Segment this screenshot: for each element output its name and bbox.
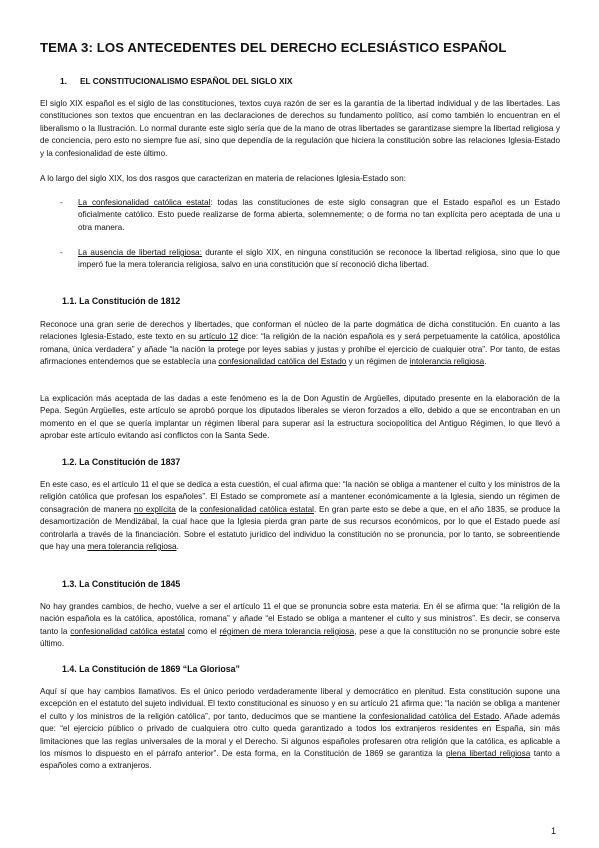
underlined-term: confesionalidad católica del Estado (218, 357, 347, 367)
paragraph-1812-a (40, 319, 560, 369)
section-label: EL CONSTITUCIONALISMO ESPAÑOL DEL SIGLO XIX (80, 76, 293, 86)
underlined-term: confesionalidad católica del Estado (368, 711, 500, 721)
underlined-term: artículo 12 (199, 332, 239, 342)
paragraph-1812-b: La explicación más aceptada de las dadas a este fenómeno es la de Don Agustín de Argüelles, diputado presente en la elaboración de la Pepa. Según Argüelles, este artículo se aprobó porque los diputados liberales se vieron forzados a ello, debido a que se encontraban en un momento en el que se quería implantar un régimen liberal para superar así la estructura sociopolítica del Antiguo Régimen, lo que llevó a aprobar este artículo evitando así conflictos con la Santa Sede. (40, 394, 560, 441)
underlined-term: plena libertad religiosa (445, 749, 531, 759)
section-heading-1 (60, 76, 292, 86)
bullet-dash: - (60, 198, 63, 207)
bullet-term: La ausencia de libertad religiosa: (78, 248, 202, 257)
bullet-text (78, 197, 560, 234)
paragraph-1837 (40, 479, 560, 553)
text-run: . (484, 357, 487, 367)
text-run: de la (175, 504, 200, 514)
underlined-term: mera tolerancia religiosa (87, 542, 177, 552)
intro-paragraph: El siglo XIX español es el siglo de las constituciones, textos cuya razón de ser es la garantía de la libertad individual y de las libertades. Las constituciones son textos que encuentran en las declaraciones de derechos su fundamento político, así como también lo encuentran en el liberalismo o la Ilustración. Lo normal durante este siglo sería que de la mano de otras libertades se garantizase siempre la libertad religiosa y de conciencia, pero esto no siempre fue así, sino que dependía de la regulación que hiciera la constitución sobre las relaciones Iglesia-Estado y la confesionalidad de este último. (40, 99, 560, 158)
bullet-dash: - (60, 248, 63, 257)
text-run: tanto a españoles como a extranjeros. (40, 749, 560, 771)
underlined-term: no explícita (133, 504, 176, 514)
text-run: . (176, 542, 179, 552)
document-title: TEMA 3: LOS ANTECEDENTES DEL DERECHO ECLESIÁSTICO ESPAÑOL (40, 40, 507, 55)
underlined-term: confesionalidad católica estatal (199, 504, 314, 514)
text-run: En este caso, es el artículo 11 el que se dedica a esta cuestión, el cual afirma que: “la nación se obliga a mantener el culto y los ministros de la religión católica que profesan los españoles”. El Estado se compromete así a mantener económicamente a la Iglesia, siendo un régimen de consagración de manera (40, 480, 560, 514)
bullet-text (78, 247, 560, 272)
underlined-term: intolerancia religiosa (409, 357, 485, 367)
text-run: , pese a que la constitución no se pronuncie sobre este último. (40, 626, 560, 649)
text-run: Reconoce una gran serie de derechos y libertades, que conforman el núcleo de la parte dogmática de dicha constitución. En cuanto a las relaciones Iglesia-Estado, este texto en su (40, 320, 560, 342)
text-run: y un régimen de (346, 357, 410, 367)
text-run: . Añade además que: “el ejercicio público o privado de cualquiera otro culto queda garantizado a todos los extranjeros residentes en España, sin más limitaciones que las reglas universales de la moral y el Derecho. Si algunos españoles profesaren otra religión que la católica, es aplicable a los mismos lo dispuesto en el párrafo anterior”. De esta forma, en la Constitución de 1869 se garantiza la (40, 711, 560, 759)
bullet-body: : todas las constituciones de este siglo consagran que el Estado español es un Estado oficialmente católico. Esto puede realizarse de forma abierta, solemnemente; o de forma no tan explícita pero aceptada de una u otra manera. (78, 198, 561, 232)
section-number: 1. (60, 76, 67, 86)
underlined-term: régimen de mera tolerancia religiosa (219, 626, 355, 636)
text-run: . En gran parte esto se debe a que, en el año 1835, se produce la desamortización de Mendizábal, la cual hace que la Iglesia pierda gran parte de sus recursos económicos, por lo que el Estado puede así controlarla a través de la financiación. Sobre el estatuto jurídico del individuo la constitución no se pronuncia, por lo tanto, se sobreentiende que hay una (40, 504, 560, 552)
text-run: como el (184, 626, 220, 636)
text-run: dice: “la religión de la nación española es y será perpetuamente la católica, apostólica romana, única verdadera” y añade “la nación la protege por leyes sabias y justas y prohíbe el ejercicio de cualquier otra”. Por tanto, de estas afirmaciones entendemos que se establecía una (40, 332, 560, 367)
underlined-term: confesionalidad católica estatal (70, 626, 185, 636)
text-run: No hay grandes cambios, de hecho, vuelve a ser el artículo 11 el que se pronuncia sobre esta materia. En él se afirma que: “la religión de la nación española es la católica, apostólica, romana” y añade “el Estado se obliga a mantener el culto y sus ministros”. Es decir, se conserva tanto la (40, 602, 560, 636)
heading-1812: 1.1. La Constitución de 1812 (62, 296, 181, 306)
bullet-term: La confesionalidad católica estatal (78, 198, 211, 207)
heading-1837: 1.2. La Constitución de 1837 (62, 457, 181, 467)
text-run: Aquí sí que hay cambios llamativos. Es el único periodo verdaderamente liberal y democrático en plenitud. Esta constitución supone una excepción en el estatuto del sujeto individual. El texto constitucional es sinuoso y en su artículo 21 afirma que: “la nación se obliga a mantener el culto y los ministros de la religión católica”, por tanto, deducimos que se mantiene la (40, 687, 560, 721)
bullet-body: durante el siglo XIX, en ninguna constitución se reconoce la libertad religiosa, sino que lo que imperó fue la mera tolerancia religiosa, salvo en una constitución que sí reconoció dicha libertad. (78, 248, 560, 270)
heading-1869: 1.4. La Constitución de 1869 “La Gloriosa” (62, 664, 240, 674)
heading-1845: 1.3. La Constitución de 1845 (62, 579, 181, 589)
page-number: 1 (551, 826, 557, 836)
rasgos-paragraph: A lo largo del siglo XIX, los dos rasgos que caracterizan en materia de relaciones Iglesia-Estado son: (40, 174, 406, 183)
paragraph-1869 (40, 686, 560, 773)
paragraph-1845 (40, 601, 560, 651)
